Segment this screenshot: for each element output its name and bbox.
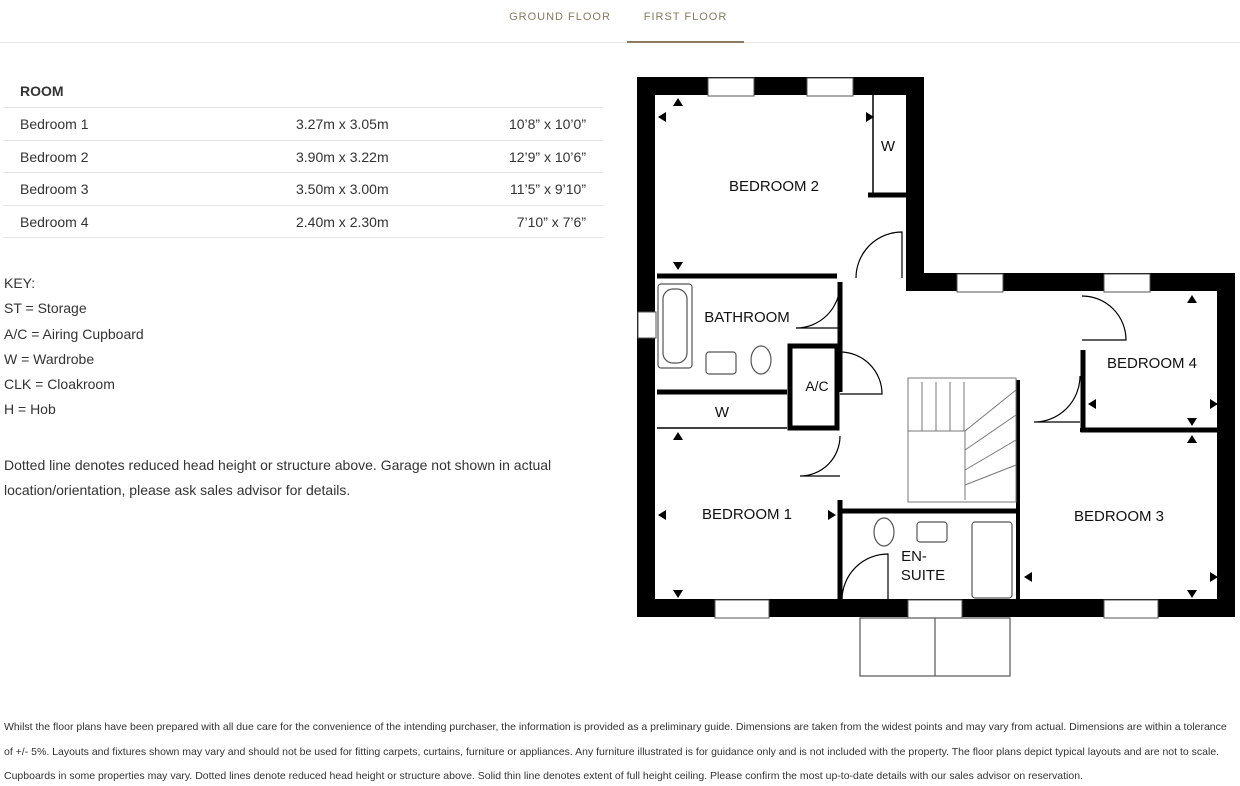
- tab-ground-floor[interactable]: GROUND FLOOR: [509, 11, 611, 23]
- key-item: A/C = Airing Cupboard: [4, 325, 144, 342]
- table-row: [3, 141, 603, 174]
- table-row: [3, 206, 603, 239]
- room-name: Bedroom 1: [20, 116, 89, 132]
- room-imperial: 11’5” x 9’10”: [509, 181, 586, 197]
- key-item: ST = Storage: [4, 300, 87, 317]
- room-metric: 3.50m x 3.00m: [296, 181, 389, 197]
- table-row: [3, 108, 603, 141]
- key-item: CLK = Cloakroom: [4, 376, 115, 393]
- label-bedroom-3: BEDROOM 3: [1073, 508, 1165, 525]
- room-dimensions-table: [3, 74, 603, 238]
- room-name: Bedroom 3: [20, 181, 89, 197]
- label-wardrobe-top: W: [880, 138, 896, 155]
- room-metric: 3.27m x 3.05m: [296, 116, 389, 132]
- disclaimer-text: Whilst the floor plans have been prepared with all due care for the convenience of the intending purchaser, the information is provided as a preliminary guide. Dimensions are taken from the widest points and may vary from actual. Dimensions are within a tolerance of +/- 5%. Layouts and fixtures shown may vary and should not be used for fitting carpets, curtains, furniture or appliances. Any furniture illustrated is for guidance only and is not included with the property. The floor plans depict typical layouts and are not to scale. Cupboards in some properties may vary. Dotted lines denote reduced head height or structure above. Solid thin line denotes extent of full height ceiling. Please confirm the most up-to-date details with our sales advisor on reservation.: [4, 721, 1227, 783]
- label-ensuite-line2: SUITE: [900, 567, 946, 584]
- key-title: KEY:: [4, 275, 36, 291]
- room-name: Bedroom 4: [20, 213, 89, 230]
- floor-tabs: [0, 0, 1240, 43]
- key-item: W = Wardrobe: [4, 350, 95, 367]
- label-bedroom-4: BEDROOM 4: [1106, 355, 1198, 372]
- room-table-header: ROOM: [3, 74, 603, 108]
- dotted-line-note: Dotted line denotes reduced head height or structure above. Garage not shown in actual location/orientation, please ask sales advisor for details.: [4, 457, 552, 498]
- tab-first-floor[interactable]: FIRST FLOOR: [627, 0, 744, 43]
- label-bathroom: BATHROOM: [704, 309, 790, 326]
- key-item: H = Hob: [4, 401, 56, 418]
- room-imperial: 7’10” x 7’6”: [516, 213, 586, 230]
- room-name: Bedroom 2: [20, 148, 89, 165]
- floorplan-key: [4, 271, 144, 423]
- label-bedroom-2: BEDROOM 2: [728, 178, 820, 195]
- label-wardrobe-mid: W: [714, 404, 730, 421]
- label-ensuite-line1: EN-: [901, 548, 927, 565]
- label-airing-cupboard: A/C: [805, 378, 829, 394]
- floor-plan-drawing: [630, 70, 1240, 682]
- table-row: [3, 173, 603, 206]
- label-bedroom-1: BEDROOM 1: [701, 506, 793, 523]
- room-imperial: 12’9” x 10’6”: [508, 148, 586, 165]
- room-metric: 3.90m x 3.22m: [296, 148, 389, 165]
- room-metric: 2.40m x 2.30m: [296, 213, 389, 230]
- room-imperial: 10’8” x 10’0”: [508, 116, 586, 132]
